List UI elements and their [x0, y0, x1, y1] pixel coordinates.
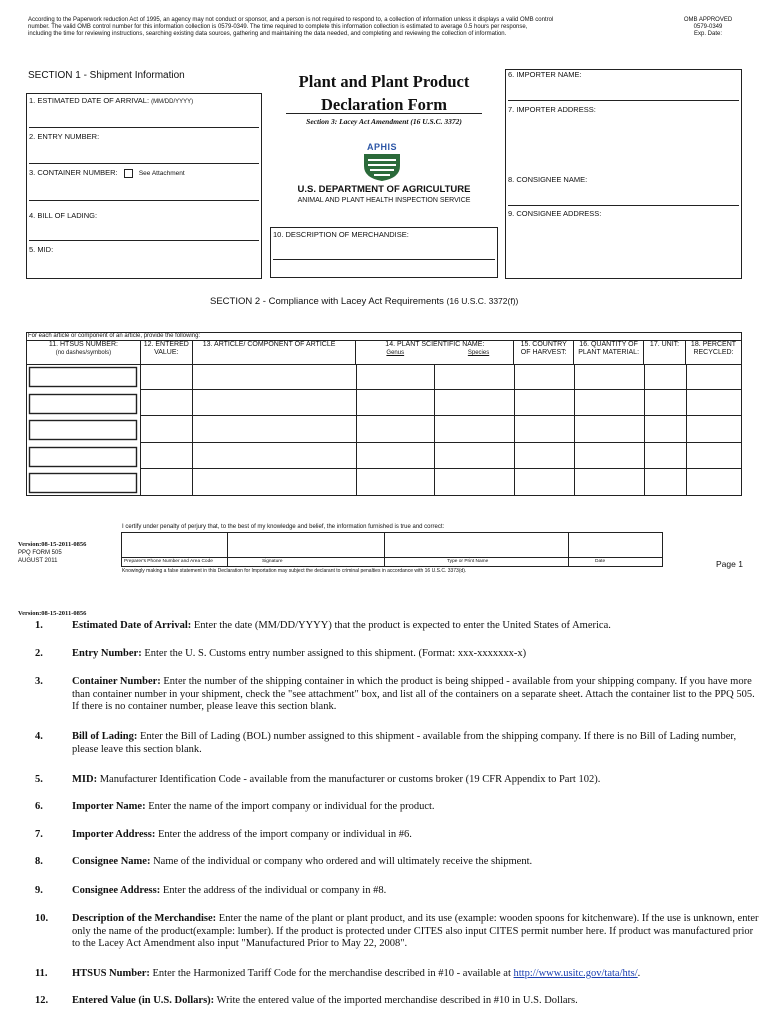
instruction-12-num: 12.: [35, 995, 49, 1006]
col-unit-label: 17. UNIT:: [649, 341, 680, 348]
col-genus-label: Genus: [386, 350, 405, 356]
instruction-11-title: HTSUS Number:: [72, 968, 150, 979]
service-name: ANIMAL AND PLANT HEALTH INSPECTION SERVICE: [297, 197, 471, 204]
col-htsus-label: 11. HTSUS NUMBER:: [48, 341, 118, 348]
shipment-info-box: [26, 93, 262, 279]
paperwork-line-1: According to the Paperwork reduction Act of 1995, an agency may not conduct or sponsor, and a person is not required to respond to, a collection of information unless it displays a valid OMB control: [28, 17, 554, 23]
description-field[interactable]: [274, 241, 494, 257]
exp-date: Exp. Date:: [693, 31, 722, 37]
col-entered-value-label-2: VALUE:: [154, 349, 179, 356]
form-date: AUGUST 2011: [18, 558, 58, 564]
instruction-2-num: 2.: [35, 648, 43, 659]
instruction-5: [20, 774, 760, 787]
instruction-10-title: Description of the Merchandise:: [72, 913, 217, 924]
instruction-6: [20, 801, 760, 814]
instruction-12-text: Write the entered value of the imported merchandise described in #10 in U.S. Dollars.: [214, 995, 578, 1006]
paperwork-line-2: number. The valid OMB control number for this information collection is 0579-0349. The time required to complete this information collection is estimated to average 0.5 hours per response,: [28, 24, 528, 30]
instruction-9: [20, 885, 760, 898]
instruction-10: [20, 913, 760, 951]
instruction-7-title: Importer Address:: [72, 829, 156, 840]
print-name-field[interactable]: [387, 537, 565, 555]
table-intro: For each article or component of an article, provide the following:: [28, 333, 201, 339]
instruction-9-num: 9.: [35, 885, 43, 896]
col-country-header: [514, 341, 574, 365]
row1-htsus-input[interactable]: [32, 369, 134, 385]
entry-number-field[interactable]: [30, 144, 258, 162]
importer-box: [505, 69, 742, 279]
instruction-1-title: Estimated Date of Arrival:: [72, 620, 192, 631]
entry-number-label: 2. ENTRY NUMBER:: [29, 132, 100, 141]
preparer-phone-field[interactable]: [124, 537, 224, 555]
col-entered-value-label-1: 12. ENTERED: [143, 341, 189, 348]
col-percent-header: [685, 341, 741, 365]
container-number-line: [29, 200, 259, 201]
instruction-7-text: Enter the address of the import company or individual in #6.: [155, 829, 412, 840]
compliance-table: [26, 340, 742, 365]
arrival-date-label: [29, 96, 193, 105]
container-number-label-text: 3. CONTAINER NUMBER:: [29, 168, 118, 177]
instruction-2: [20, 648, 760, 661]
date-label: Date: [595, 559, 606, 564]
instruction-10-text: Enter the name of the plant or plant product, and its use (example: wooden spoons for kitchenware). If the use is unknown, enter only the name of the product(example: lumber). If the product is protected under CITES also input CITES permit number here. If product was manufactured prior to the Lacey Act Amendment also input "Manufactured Prior to May 22, 2008".: [72, 913, 759, 949]
instruction-1-num: 1.: [35, 620, 43, 631]
omb-approved: OMB APPROVED: [683, 17, 733, 23]
form-identifiers: [18, 541, 86, 565]
entry-number-line: [29, 163, 259, 164]
arrival-date-format: (MM/DD/YYYY): [151, 99, 194, 105]
table-body: [26, 364, 742, 496]
section1-title: SECTION 1 - Shipment Information: [28, 70, 185, 81]
instruction-3-num: 3.: [35, 676, 43, 687]
instruction-3: [20, 676, 760, 714]
instruction-11-num: 11.: [35, 968, 48, 979]
form-subtitle: Section 3: Lacey Act Amendment (16 U.S.C. 3372): [306, 117, 462, 126]
col-percent-label-1: 18. PERCENT: [690, 341, 737, 348]
instruction-6-num: 6.: [35, 801, 43, 812]
col-unit-header: [644, 341, 686, 365]
paperwork-notice: [28, 17, 668, 38]
instruction-10-num: 10.: [35, 913, 49, 924]
importer-name-field[interactable]: [509, 80, 738, 98]
instruction-12-title: Entered Value (in U.S. Dollars):: [72, 995, 215, 1006]
section2-title-ref: (16 U.S.C. 3372(f)): [446, 296, 519, 306]
section2-title-text: SECTION 2 - Compliance with Lacey Act Requirements: [210, 296, 444, 307]
instruction-9-title: Consignee Address:: [72, 885, 161, 896]
consignee-name-line: [508, 205, 739, 206]
col-scientific-header: [356, 341, 514, 365]
col-htsus-header: [27, 341, 141, 365]
instruction-5-num: 5.: [35, 774, 43, 785]
description-box: [270, 227, 498, 278]
form-title: [270, 70, 498, 116]
instruction-7: [20, 829, 760, 842]
print-name-label: Type or Print Name: [447, 559, 489, 564]
section2-title: [210, 296, 518, 307]
arrival-date-line: [29, 127, 259, 128]
version-text: Version:08-15-2011-0856: [18, 541, 87, 548]
see-attachment-checkbox[interactable]: [124, 169, 133, 178]
instruction-8-num: 8.: [35, 856, 43, 867]
col-entered-value-header: [140, 341, 192, 365]
instruction-11-text: Enter the Harmonized Tariff Code for the merchandise described in #10 - available at: [149, 968, 514, 979]
aphis-logo: [358, 142, 406, 184]
arrival-date-label-text: 1. ESTIMATED DATE OF ARRIVAL:: [29, 96, 150, 105]
instruction-2-text: Enter the U. S. Customs entry number assigned to this shipment. (Format: xxx-xxxxxxx-x): [141, 648, 527, 659]
omb-block: [672, 17, 744, 38]
table-header-row: [27, 341, 742, 365]
instruction-4-text: Enter the Bill of Lading (BOL) number assigned to this shipment - available from the shipping company. If there is no Bill of Lading number, please leave this section blank.: [72, 731, 737, 755]
importer-address-field[interactable]: [509, 118, 738, 170]
importer-name-label: 6. IMPORTER NAME:: [508, 70, 582, 79]
bill-of-lading-line: [29, 240, 259, 241]
signature-label: Signature: [262, 559, 283, 564]
instruction-5-text: Manufacturer Identification Code - available from the manufacturer or customs broker (19 CFR Appendix to Part 102).: [97, 774, 601, 785]
instruction-1: [20, 620, 760, 633]
col-country-label-2: OF HARVEST:: [520, 349, 567, 356]
page-number: Page 1: [716, 559, 743, 569]
description-line: [273, 259, 495, 260]
importer-name-line: [508, 100, 739, 101]
instruction-6-text: Enter the name of the import company or individual for the product.: [145, 801, 435, 812]
form-title-line-1: Plant and Plant Product: [298, 72, 470, 91]
htsus-link[interactable]: http://www.usitc.gov/tata/hts/: [513, 968, 638, 979]
instruction-3-text: Enter the number of the shipping container in which the product is being shipped - available from your shipping company. If you have more than container number in your shipment, check the "see attachment" box, and list all of the containers on a separate sheet. Attach the container list to the PPQ 505. If there is no container number, please leave this section blank.: [72, 676, 755, 712]
paperwork-line-3: including the time for reviewing instructions, searching existing data sources, gathering and maintaining the data needed, and completing and reviewing the collection of information.: [28, 31, 507, 37]
instruction-8-title: Consignee Name:: [72, 856, 151, 867]
consignee-name-label: 8. CONSIGNEE NAME:: [508, 175, 588, 184]
form-number: PPQ FORM 505: [18, 550, 62, 556]
col-article-label: 13. ARTICLE/ COMPONENT OF ARTICLE: [202, 341, 336, 348]
instruction-11: [20, 968, 760, 981]
instruction-4-num: 4.: [35, 731, 43, 742]
mid-label: 5. MID:: [29, 245, 54, 254]
col-species-label: Species: [467, 350, 490, 356]
col-article-header: [192, 341, 356, 365]
container-number-field[interactable]: [30, 182, 258, 198]
htsus-link-end: .: [637, 968, 641, 979]
aphis-logo-text: APHIS: [366, 142, 397, 152]
instruction-7-num: 7.: [35, 829, 43, 840]
see-attachment-label: See Attachment: [138, 170, 185, 177]
consignee-name-field[interactable]: [509, 187, 738, 203]
signature-field[interactable]: [230, 537, 380, 555]
instruction-9-text: Enter the address of the individual or company in #8.: [160, 885, 387, 896]
certification-statement: I certify under penalty of perjury that, to the best of my knowledge and belief, the information furnished is true and correct:: [122, 524, 445, 530]
importer-address-label: 7. IMPORTER ADDRESS:: [508, 105, 596, 114]
instruction-12: [20, 995, 760, 1008]
col-scientific-label: 14. PLANT SCIENTIFIC NAME:: [385, 341, 485, 348]
arrival-date-field[interactable]: [30, 107, 258, 125]
form-title-line-2: Declaration Form: [321, 95, 447, 114]
instruction-4: [20, 731, 760, 756]
container-number-label: [29, 168, 185, 178]
instruction-2-title: Entry Number:: [72, 648, 142, 659]
mid-field[interactable]: [30, 256, 258, 272]
title-rule: [286, 113, 482, 114]
instruction-1-text: Enter the date (MM/DD/YYYY) that the product is expected to enter the United States of America.: [191, 620, 611, 631]
row4-htsus-input[interactable]: [32, 449, 134, 465]
instructions-version: Version:08-15-2011-0856: [18, 610, 87, 617]
col-quantity-label-1: 16. QUANTITY OF: [579, 341, 638, 348]
bill-of-lading-field[interactable]: [30, 222, 258, 238]
col-country-label-1: 15. COUNTRY: [520, 341, 567, 348]
consignee-address-field[interactable]: [509, 221, 738, 273]
instruction-8: [20, 856, 760, 869]
false-statement-warning: Knowingly making a false statement in this Declaration for Importation may subject the declarant to criminal penalties in accordance with 16 U.S.C. 3373(d).: [122, 568, 467, 574]
aphis-emblem-icon: [358, 152, 406, 182]
bill-of-lading-label: 4. BILL OF LADING:: [29, 211, 98, 220]
col-quantity-label-2: PLANT MATERIAL:: [578, 349, 640, 356]
consignee-address-label: 9. CONSIGNEE ADDRESS:: [508, 209, 602, 218]
row5-htsus-input[interactable]: [32, 475, 134, 491]
instruction-8-text: Name of the individual or company who ordered and will ultimately receive the shipment.: [150, 856, 533, 867]
instruction-5-title: MID:: [72, 774, 98, 785]
date-field[interactable]: [571, 537, 661, 555]
col-percent-label-2: RECYCLED:: [693, 349, 734, 356]
instruction-6-title: Importer Name:: [72, 801, 146, 812]
row2-htsus-input[interactable]: [32, 396, 134, 412]
preparer-phone-label: Preparer's Phone Number and Area Code: [124, 559, 213, 564]
omb-number: 0579-0349: [693, 24, 723, 30]
col-quantity-header: [574, 341, 644, 365]
instruction-4-title: Bill of Lading:: [72, 731, 138, 742]
agency-name: U.S. DEPARTMENT OF AGRICULTURE: [297, 184, 471, 195]
signature-box: [121, 532, 663, 567]
instruction-3-title: Container Number:: [72, 676, 161, 687]
col-htsus-sub: (no dashes/symbols): [55, 350, 112, 356]
row3-htsus-input[interactable]: [32, 422, 134, 438]
description-label: 10. DESCRIPTION OF MERCHANDISE:: [273, 230, 409, 239]
